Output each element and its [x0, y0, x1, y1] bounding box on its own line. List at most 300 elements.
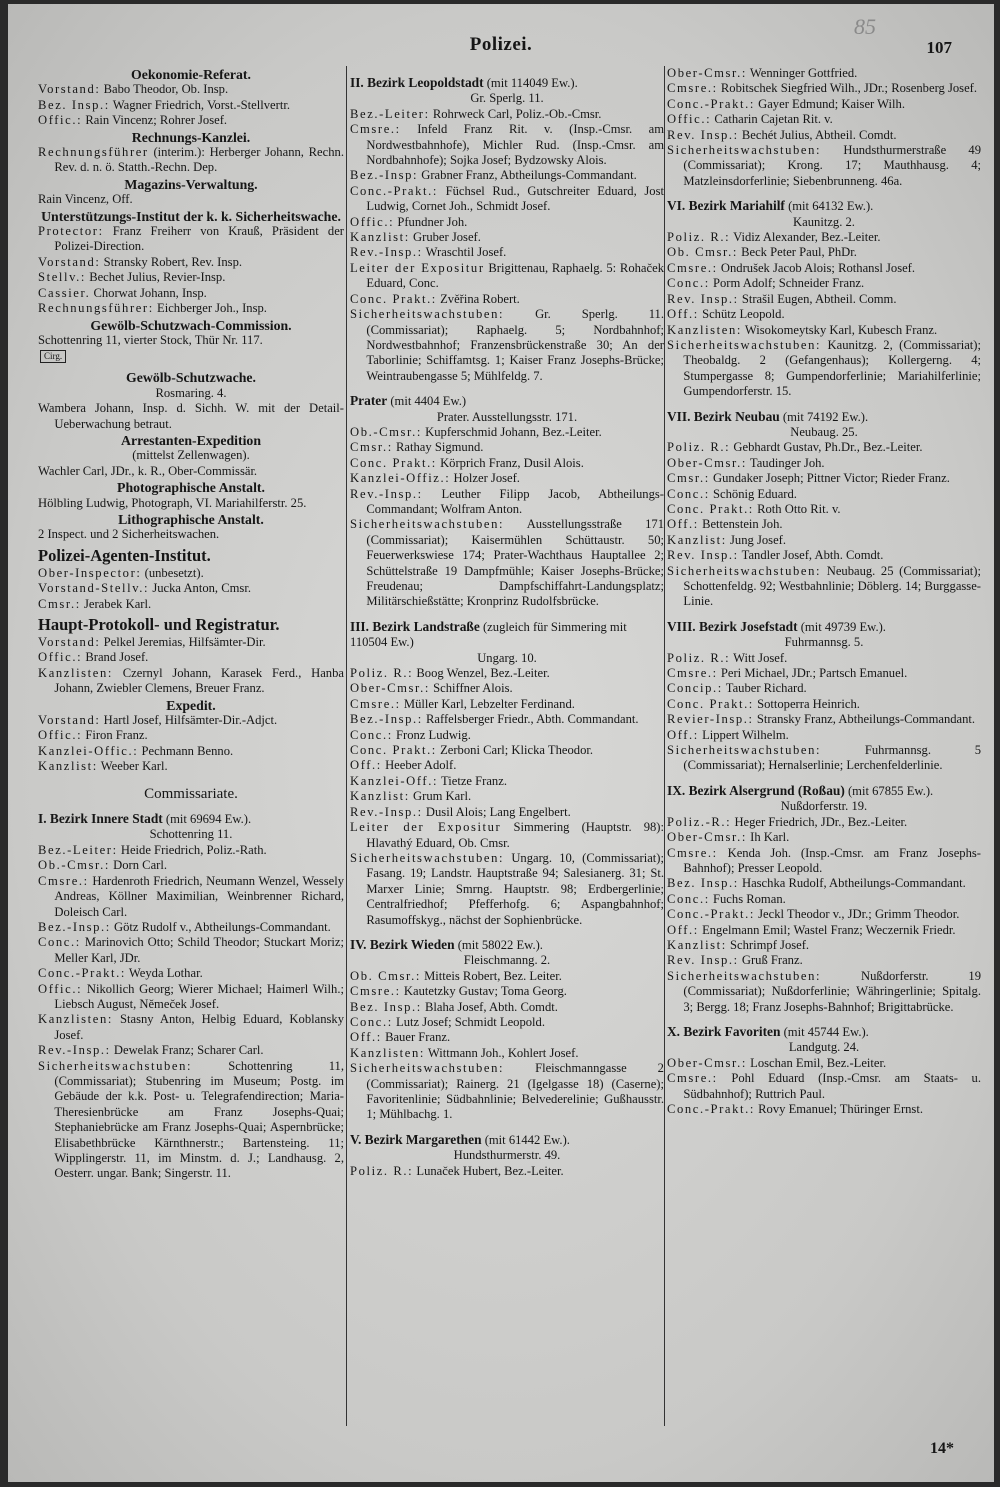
entry-label: Revier-Insp.: [667, 712, 754, 727]
entry-label: Offic.: [38, 113, 83, 128]
entry-label: Kanzlei-Offic.: [38, 743, 139, 758]
entry-label: Protector: [38, 224, 104, 239]
entry [667, 471, 981, 486]
entry-label: Rev. Insp.: [667, 953, 739, 968]
entry-text: Weeber Karl. [100, 759, 168, 774]
entry [667, 323, 981, 338]
entry-label: Cmsre.: [350, 984, 401, 999]
entry-label: Ob. Cmsr.: [350, 968, 421, 983]
entry-text: Franz Freiherr von Krauß, Präsident der Polizei-Direction. [54, 224, 344, 254]
address-line: Ungarg. 10. [477, 650, 537, 665]
entry-text: Brigittenau, Raphaelg. 5: Rohaček Eduard, Conc. [366, 260, 664, 291]
entry [667, 830, 981, 845]
entry [38, 982, 344, 1013]
district-name: X. Bezirk Favoriten [667, 1023, 781, 1039]
column-3 [667, 66, 981, 1117]
entry [38, 496, 344, 511]
entry-label: Bez. Insp.: [667, 876, 739, 891]
entry-text: Dusil Alois; Lang Engelbert. [425, 804, 571, 819]
entry-label: Cmsr.: [38, 596, 81, 611]
stamp-badge: Cirg. [40, 350, 66, 363]
entry [38, 713, 344, 728]
entry-label: Kanzlisten: [350, 1045, 425, 1060]
entry-text: Götz Rudolf v., Abtheilungs-Commandant. [114, 919, 331, 934]
address-line: Hundsthurmerstr. 49. [453, 1148, 561, 1163]
district-population: (mit 64132 Ew.). [788, 199, 874, 214]
entry-text: Rathay Sigmund. [396, 440, 484, 455]
entry-label: Off.: [350, 1030, 382, 1045]
entry-text: Simmering (Hauptstr. 98): Hlavathý Eduard, Ob. Cmsr. [366, 820, 664, 850]
entry-text: Strašil Eugen, Abtheil. Comm. [741, 291, 897, 306]
entry-text: Ondrušek Jacob Alois; Rothansl Josef. [720, 260, 916, 275]
entry-text: Robitschek Siegfried Wilh., JDr.; Rosenberg Josef. [720, 81, 978, 96]
entry [667, 1056, 981, 1071]
entry-text: Gruß Franz. [741, 953, 803, 968]
entry [350, 425, 664, 440]
entry [667, 969, 981, 1015]
entry-label: Ober-Cmsr.: [350, 681, 430, 696]
entry-text: Körprich Franz, Dusil Alois. [440, 455, 584, 470]
entry-text: Bauer Franz. [385, 1030, 451, 1045]
district-population: (mit 58022 Ew.). [457, 937, 543, 952]
entry-label: Ob. Cmsr.: [667, 245, 738, 260]
entry [350, 456, 664, 471]
entry-text: Jeckl Theodor v., JDr.; Grimm Theodor. [758, 907, 960, 922]
entry [38, 113, 344, 128]
entry-label: Poliz. R.: [667, 440, 731, 455]
entry-label: Rev. Insp.: [667, 291, 739, 306]
entry [38, 401, 344, 432]
entry [350, 984, 664, 999]
entry-text: Nußdorferstr. 19 (Commissariat); Nußdorferlinie; Währingerlinie; Spitalg. 3; Bergg. 18; Franz Josephs-Bahnhof; Brigittabrücke. [683, 968, 981, 1014]
entry-label: Poliz. R.: [350, 666, 414, 681]
entry [350, 261, 664, 292]
entry-text: Wagner Friedrich, Vorst.-Stellvertr. [112, 97, 290, 112]
entry-text: Infeld Franz Rit. v. (Insp.-Cmsr. am Nordwestbahnhofe), Michler Rud. (Insp.-Cmsr. am Nordbahnhofe); Sojka Josef; Bydzowsky Alois. [366, 122, 664, 168]
entry [667, 548, 981, 563]
entry-label: Bez.-Insp: [350, 168, 419, 183]
entry [38, 597, 344, 612]
entry-text: Bechét Julius, Abtheil. Comdt. [741, 127, 897, 142]
entry [350, 215, 664, 230]
entry-label: Offic.: [38, 728, 83, 743]
entry [667, 953, 981, 968]
entry-text: Ih Karl. [750, 830, 790, 845]
entry-label: Leiter der Expositur [350, 260, 485, 275]
district-heading [350, 1132, 664, 1148]
address-line: Schottenring 11. [149, 827, 233, 842]
entry [350, 168, 664, 183]
section-heading: Photographische Anstalt. [117, 480, 265, 496]
entry-label: Kanzlisten: [38, 665, 113, 680]
entry-text: Schottenring 11, vierter Stock, Thür Nr. 117. [38, 332, 263, 347]
entry-text: Porm Adolf; Schneider Franz. [713, 276, 865, 291]
entry-text: Schönig Eduard. [713, 486, 797, 501]
entry [667, 923, 981, 938]
entry-text: Wisokomeytsky Karl, Kubesch Franz. [744, 322, 938, 337]
entry [350, 969, 664, 984]
entry-text: Heide Friedrich, Poliz.-Rath. [120, 842, 267, 857]
entry-text: Kautetzky Gustav; Toma Georg. [403, 984, 567, 999]
entry-label: Kanzlisten: [667, 322, 742, 337]
district-heading [667, 198, 981, 214]
entry [667, 230, 981, 245]
entry [38, 464, 344, 479]
entry [38, 333, 344, 348]
entry-label: Sicherheitswachstuben: [667, 143, 822, 158]
entry-label: Ober-Inspector: [38, 565, 142, 580]
entry-label: Vorstand: [38, 635, 101, 649]
entry-text: Tauber Richard. [725, 681, 807, 696]
entry [350, 789, 664, 804]
entry-label: Bez. Insp.: [350, 999, 422, 1014]
entry [667, 712, 981, 727]
entry-label: Sicherheitswachstuben: [350, 1061, 505, 1076]
entry [350, 487, 664, 518]
entry [38, 82, 344, 97]
entry [667, 502, 981, 517]
entry-label: Cmsre.: [350, 696, 401, 711]
entry-text: Pelkel Jeremias, Hilfsämter-Dir. [103, 635, 266, 649]
entry-text: Roth Otto Rit. v. [757, 501, 841, 516]
entry [38, 666, 344, 697]
entry [667, 533, 981, 548]
column-divider [346, 66, 347, 1426]
entry-text: Wachler Carl, JDr., k. R., Ober-Commissär. [38, 463, 258, 478]
section-heading: Lithographische Anstalt. [118, 511, 264, 527]
entry-label: Off.: [667, 517, 699, 532]
entry-text: Weyda Lothar. [128, 966, 203, 981]
entry-label: Kanzlist: [38, 759, 98, 774]
entry-text: Kupferschmid Johann, Bez.-Leiter. [425, 424, 602, 439]
entry-label: Poliz. R.: [667, 230, 731, 245]
section-heading: Commissariate. [144, 785, 238, 802]
entry-text: Pechmann Benno. [141, 743, 234, 758]
entry-text: Czernyl Johann, Karasek Ferd., Hanba Johann, Zwiebler Clemens, Breuer Franz. [54, 665, 344, 696]
entry-label: Conc.-Prakt.: [667, 907, 755, 922]
entry-text: Sottoperra Heinrich. [757, 696, 860, 711]
column-2 [350, 66, 664, 1179]
entry-label: Kanzlist: [350, 230, 410, 245]
entry-text: Dorn Carl. [113, 858, 168, 873]
entry-text: Ungarg. 10, (Commissariat); Fasang. 19; Landstr. Hauptstraße 94; Salesianerg. 31; St. Marxer Linie; Smrng. Hauptstr. 98; Erdbergerlinie; Centralfriedhof; Pfefferhofg. 6; Aspangbahnhof; Rasumoffskyg., nächst der Sophienbrücke. [366, 850, 664, 927]
entry [350, 1030, 664, 1045]
entry [38, 1059, 344, 1182]
entry [350, 1015, 664, 1030]
entry-label: Bez.-Leiter: [350, 106, 430, 121]
entry [38, 650, 344, 665]
entry [667, 338, 981, 400]
entry-label: Conc.: [350, 1014, 393, 1029]
address-line: (mittelst Zellenwagen). [132, 448, 250, 463]
entry [38, 874, 344, 920]
district-heading [667, 619, 981, 635]
entry-text: Catharin Cajetan Rit. v. [714, 112, 833, 127]
entry-label: Sicherheitswachstuben: [667, 563, 822, 578]
entry [667, 846, 981, 877]
section-heading: Magazins-Verwaltung. [124, 176, 258, 192]
entry-label: Ober-Cmsr.: [667, 66, 747, 80]
district-name: VIII. Bezirk Josefstadt [667, 618, 798, 634]
entry-label: Off.: [667, 727, 699, 742]
entry-label: Bez.-Insp.: [350, 712, 423, 727]
entry [38, 728, 344, 743]
entry-text: Taudinger Joh. [749, 455, 825, 470]
section-heading: Gewölb-Schutzwache. [126, 370, 256, 386]
entry-text: Brand Josef. [85, 650, 149, 665]
entry-text: Lippert Wilhelm. [702, 727, 789, 742]
entry-text: Wraschtil Josef. [425, 245, 507, 260]
entry [350, 820, 664, 851]
entry-text: Chorwat Johann, Insp. [93, 285, 207, 300]
entry-label: Stellv.: [38, 270, 87, 285]
entry-label: Off.: [350, 758, 382, 773]
entry [350, 107, 664, 122]
entry-text: Stransky Franz, Abtheilungs-Commandant. [756, 712, 976, 727]
district-population: (mit 114049 Ew.). [486, 76, 578, 90]
entry-text: Wambera Johann, Insp. d. Sichh. W. mit der Detail-Ueberwachung betraut. [38, 401, 344, 431]
entry-text: Rohrweck Carl, Poliz.-Ob.-Cmsr. [432, 106, 602, 121]
entry [38, 98, 344, 113]
entry-label: Kanzlisten: [38, 1012, 113, 1027]
entry [350, 1000, 664, 1015]
address-line: Gr. Sperlg. 11. [470, 91, 544, 106]
district-heading [350, 619, 664, 651]
entry [667, 440, 981, 455]
district-name: I. Bezirk Innere Stadt [38, 811, 163, 827]
entry [667, 112, 981, 127]
entry [38, 301, 344, 316]
entry-text: Engelmann Emil; Wastel Franz; Weczernik Friedr. [702, 922, 956, 937]
entry-text: Jucka Anton, Cmsr. [152, 581, 251, 596]
entry-text: Firon Franz. [85, 728, 148, 743]
entry-text: Stransky Robert, Rev. Insp. [103, 254, 243, 269]
entry-label: Conc.: [667, 486, 710, 501]
district-population: (mit 49739 Ew.). [800, 619, 886, 634]
entry-label: Cmsre.: [667, 666, 718, 681]
entry [38, 858, 344, 873]
entry-label: Conc. Prakt.: [350, 743, 437, 758]
entry-text: Raffelsberger Friedr., Abth. Commandant. [426, 712, 639, 727]
district-name: II. Bezirk Leopoldstadt [350, 75, 484, 90]
entry-label: Rev. Insp.: [667, 127, 739, 142]
entry-label: Bez. Insp.: [38, 97, 110, 112]
entry-text: Tietze Franz. [440, 773, 507, 788]
address-line: Neubaug. 25. [790, 424, 858, 439]
section-heading: Expedit. [166, 697, 216, 713]
entry-label: Conc. Prakt.: [667, 501, 754, 516]
entry [350, 1061, 664, 1123]
entry-label: Cmsre.: [38, 873, 89, 888]
entry-text: Gayer Edmund; Kaiser Wilh. [758, 96, 905, 111]
entry [667, 564, 981, 610]
entry-label: Cmsre.: [667, 1071, 718, 1086]
entry-label: Rev.-Insp.: [350, 804, 423, 819]
entry-text: Hundsthurmerstraße 49 (Commissariat); Krong. 17; Mauthhausg. 4; Matzleinsdorferlinie; Siebenbrunneng. 46a. [683, 143, 981, 188]
entry-label: Conc.-Prakt.: [667, 96, 755, 111]
entry-text: Neubaug. 25 (Commissariat); Schottenfeldg. 92; Westbahnlinie; Döblerg. 14; Burggasse-Linie. [683, 563, 981, 609]
entry-text: Wittmann Joh., Kohlert Josef. [427, 1045, 579, 1060]
entry-text: Schütz Leopold. [702, 307, 785, 322]
entry-text: Hölbling Ludwig, Photograph, VI. Mariahilferstr. 25. [38, 495, 307, 510]
entry-text: Rovy Emanuel; Thüringer Ernst. [758, 1102, 923, 1116]
entry [38, 527, 344, 542]
entry-label: Conc. Prakt.: [667, 696, 754, 711]
entry-text: Gruber Josef. [413, 230, 481, 245]
entry-label: Sicherheitswachstuben: [350, 517, 505, 532]
entry-text: Blaha Josef, Abth. Comdt. [424, 999, 558, 1014]
entry [38, 192, 344, 207]
entry-text: Zvěřina Robert. [440, 291, 520, 306]
address-line: Kaunitzg. 2. [793, 214, 855, 229]
entry-text: Jerabek Karl. [84, 596, 152, 611]
entry [667, 292, 981, 307]
entry [667, 743, 981, 774]
entry [38, 635, 344, 650]
entry [38, 843, 344, 858]
address-line: Landgutg. 24. [788, 1040, 860, 1055]
entry [667, 1071, 981, 1102]
entry [667, 697, 981, 712]
entry-label: Off.: [667, 922, 699, 937]
entry [667, 261, 981, 276]
entry [350, 292, 664, 307]
entry-text: Rain Vincenz; Rohrer Josef. [85, 113, 228, 128]
district-name: VII. Bezirk Neubau [667, 408, 780, 424]
entry [350, 307, 664, 384]
entry [350, 1164, 664, 1179]
directory-page [8, 4, 994, 1482]
entry [667, 517, 981, 532]
district-population: (mit 45744 Ew.). [783, 1024, 869, 1039]
entry-text: Witt Josef. [733, 650, 788, 665]
entry-text: Mitteis Robert, Bez. Leiter. [424, 968, 562, 983]
entry-text: Kenda Joh. (Insp.-Cmsr. am Franz Josephs-Bahnhof); Presser Leopold. [683, 845, 981, 875]
entry-label: Ober-Cmsr.: [667, 830, 747, 845]
entry [350, 440, 664, 455]
entry-text: Bechet Julius, Revier-Insp. [89, 270, 226, 285]
district-name: VI. Bezirk Mariahilf [667, 198, 785, 214]
entry [38, 966, 344, 981]
entry-text: Ausstellungsstraße 171 (Commissariat); Kaisermühlen Schüttaustr. 50; Feuerwerkswiese 174; Prater-Wachthaus Hauptallee 2; Schüttelstraße 19 Dampfmühle; Kaiser Josephs-Brücke; Freudenau; Dampfschiffahrt-Landungsplatz; Militärschießstätte; Kronprinz Rudolfsbrücke. [366, 517, 664, 609]
column-divider [664, 66, 665, 1426]
entry-text: Stasny Anton, Helbig Eduard, Koblansky Josef. [54, 1012, 344, 1042]
entry-text: Schrimpf Josef. [730, 937, 810, 952]
signature-mark: 14* [930, 1440, 954, 1457]
entry-label: Conc. Prakt.: [350, 291, 437, 306]
entry-text: Rain Vincenz, Off. [38, 192, 133, 207]
entry-label: Kanzlei-Offiz.: [350, 471, 451, 486]
entry [38, 566, 344, 581]
entry-label: Poliz. R.: [350, 1163, 414, 1178]
entry-label: Kanzlist: [667, 532, 727, 547]
entry [38, 581, 344, 596]
entry-text: Loschan Emil, Bez.-Leiter. [750, 1055, 887, 1070]
entry [667, 66, 981, 81]
district-population: (mit 61442 Ew.). [484, 1132, 570, 1147]
entry-label: Rechnungsführer [38, 145, 149, 160]
district-name: Prater [350, 393, 388, 409]
entry [38, 759, 344, 774]
entry [667, 456, 981, 471]
entry [350, 697, 664, 712]
entry-text: Haschka Rudolf, Abtheilungs-Commandant. [741, 876, 966, 891]
page-number: 107 [926, 38, 952, 57]
entry [667, 128, 981, 143]
entry-text: Leuther Filipp Jacob, Abtheilungs-Commandant; Wolfram Anton. [366, 486, 664, 516]
entry-text: Fronz Ludwig. [396, 727, 471, 742]
entry-label: Sicherheitswachstuben: [667, 968, 822, 983]
entry-label: Vorstand: [38, 713, 101, 728]
section-heading: Rechnungs-Kanzlei. [131, 129, 251, 145]
entry-text: Zerboni Carl; Klicka Theodor. [440, 743, 594, 758]
entry-label: Conc.: [350, 727, 393, 742]
entry [667, 143, 981, 189]
entry-text: Bettenstein Joh. [702, 517, 783, 532]
entry [350, 122, 664, 168]
entry-label: Rev.-Insp.: [350, 486, 423, 501]
district-population: (zugleich für Simmering mit 110504 Ew.) [350, 619, 627, 650]
entry-label: Cmsre.: [667, 81, 718, 96]
stamp-container [38, 348, 344, 369]
entry [350, 805, 664, 820]
entry-label: Conc.: [667, 891, 710, 906]
pencil-annotation: 85 [854, 14, 876, 39]
entry [38, 255, 344, 270]
district-heading [667, 783, 981, 799]
entry-label: Rechnungsführer: [38, 301, 154, 316]
entry [350, 230, 664, 245]
entry-text: Tandler Josef, Abth. Comdt. [741, 548, 884, 563]
entry [350, 851, 664, 928]
entry-label: Cmsr.: [667, 471, 710, 486]
entry [38, 744, 344, 759]
district-heading [38, 811, 344, 827]
entry [667, 892, 981, 907]
entry-label: Sicherheitswachstuben: [38, 1058, 193, 1073]
entry [350, 517, 664, 609]
entry [350, 743, 664, 758]
entry-text: Fuhrmannsg. 5 (Commissariat); Hernalserlinie; Lerchenfelderlinie. [683, 743, 981, 773]
district-name: IX. Bezirk Alsergrund (Roßau) [667, 782, 845, 798]
entry-label: Sicherheitswachstuben: [667, 743, 822, 758]
entry-text: Heeber Adolf. [385, 758, 457, 773]
entry-label: Ober-Cmsr.: [667, 455, 747, 470]
entry-text: Füchsel Rud., Gutschreiter Eduard, Jost Ludwig, Cornet Joh., Schmidt Josef. [366, 183, 664, 214]
entry-label: Bez.-Leiter: [38, 842, 118, 857]
section-heading: Polizei-Agenten-Institut. [38, 545, 211, 565]
entry-label: Rev.-Insp.: [38, 1043, 111, 1058]
entry-text: Pohl Eduard (Insp.-Cmsr. am Staats- u. Südbahnhof); Ruttrich Paul. [683, 1071, 981, 1101]
section-heading: Oekonomie-Referat. [131, 67, 251, 82]
entry-label: Offic.: [667, 112, 712, 127]
section-heading: Arrestanten-Expedition [120, 432, 261, 448]
address-line: Rosmaring. 4. [155, 385, 227, 400]
entry-label: Ober-Cmsr.: [667, 1055, 747, 1070]
entry-label: Rev.-Insp.: [350, 245, 423, 260]
entry [38, 920, 344, 935]
entry [667, 1102, 981, 1117]
entry-label: Cmsre.: [667, 260, 718, 275]
entry-label: Sicherheitswachstuben: [350, 850, 505, 865]
entry [38, 270, 344, 285]
entry-label: Leiter der Expositur [350, 820, 502, 835]
entry-label: Vorstand: [38, 254, 101, 269]
entry [38, 145, 344, 176]
entry-label: Kanzlei-Off.: [350, 773, 439, 788]
entry-label: Cmsre.: [350, 122, 401, 137]
address-line: Nußdorferstr. 19. [780, 799, 868, 814]
